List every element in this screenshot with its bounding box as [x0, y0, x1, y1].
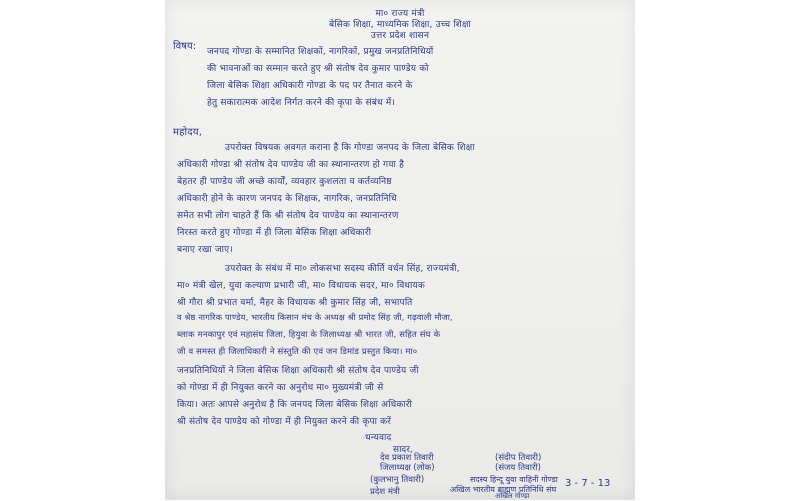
body-line: व श्रेष्ठ नागरिक पाण्डेय, भारतीय किसान मंच के अध्यक्ष श्री प्रमोद सिंह जी, गढ़वाली मौजा, — [177, 312, 453, 322]
body-line: बेहतर ही पाण्डेय जी अच्छे कार्यों, व्यवहार कुशलता व कर्तव्यनिष्ठ — [177, 177, 392, 187]
body-line: ब्लाक मनकापुर एवं महासंघ जिला, हियुवा के जिलाध्यक्ष श्री भारत जी, सहित संघ के — [177, 329, 441, 339]
subject-block — [207, 36, 617, 122]
body-line: जी व समस्त ही जिलाधिकारी ने संस्तुति की एवं जन डिमांड प्रस्तुत किया। मा० — [177, 346, 418, 356]
body-line: बनाए रखा जाए। — [177, 245, 233, 255]
body-line: धन्यवाद — [365, 433, 392, 443]
letter-photo — [165, 0, 635, 500]
body-line: अधिकारी गोण्डा श्री संतोष देव पाण्डेय जी का स्थानान्तरण हो गया है — [177, 160, 405, 170]
header-line: बेसिक शिक्षा, माध्यमिक शिक्षा, उच्च शिक्षा — [329, 20, 471, 30]
header-line: मा० राज्य मंत्री — [375, 9, 425, 19]
body-line: उपरोक्त विषयक अवगत कराना है कि गोण्डा जनपद के जिला बेसिक शिक्षा — [225, 143, 475, 153]
subject-line: हेतु सकारात्मक आदेश निर्गत करने की कृपा के संबंध में। — [207, 98, 396, 108]
signature: सदस्य हिन्दू युवा वाहिनी गोण्डा — [470, 475, 558, 484]
body-line: मा० मंत्री खेल, युवा कल्याण प्रभारी जी, मा० विधायक सदर, मा० विधायक — [177, 281, 426, 291]
header-line: उत्तर प्रदेश शासन — [370, 31, 430, 41]
body-line: निरस्त करते हुए गोण्डा में ही जिला बेसिक शिक्षा अधिकारी — [177, 228, 372, 238]
signature: जिलाध्यक्ष (लोक) — [380, 463, 435, 473]
body-line: समेत सभी लोग चाहते हैं कि श्री संतोष देव पाण्डेय का स्थानान्तरण — [177, 211, 399, 221]
body-line: को गोण्डा में ही नियुक्त करने का अनुरोध मा० मुख्यमंत्री जी से — [177, 383, 384, 393]
body-line: किया। अतः आपसे अनुरोध है कि जनपद जिला बेसिक शिक्षा अधिकारी — [177, 400, 412, 410]
signature: (संजय तिवारी) — [495, 463, 541, 473]
subject-line: की भावनाओं का सम्मान करते हुए श्री संतोष देव कुमार पाण्डेय को — [207, 64, 429, 74]
body-line: उपरोक्त के संबंध में मा० लोकसभा सदस्य कीर्ति वर्धन सिंह, राज्यमंत्री, — [225, 264, 460, 274]
body-line: अधिकारी होने के कारण जनपद के शिक्षक, नागरिक, जनप्रतिनिधि — [177, 194, 397, 204]
signature: अखिल गोण्डा — [495, 492, 530, 500]
body-line: श्री संतोष देव पाण्डेय को गोण्डा में ही नियुक्त करने की कृपा करें — [177, 417, 392, 427]
body-line: जनप्रतिनिधियों ने जिला बेसिक शिक्षा अधिकारी श्री संतोष देव पाण्डेय जी — [177, 366, 419, 376]
subject-label: विषय: — [173, 41, 197, 52]
date-value: 3 - 7 - 13 — [565, 478, 611, 489]
signature: अखिल भारतीय ब्राह्मण प्रतिनिधि संघ — [450, 485, 557, 494]
signature: प्रदेश मंत्री — [370, 487, 400, 497]
signature: (संदीप तिवारी) — [495, 453, 542, 463]
body-line: श्री गौरा श्री प्रभात वर्मा, मैहर के विधायक श्री कुमार सिंह जी, सभापति — [177, 298, 413, 308]
salutation: महोदय, — [173, 127, 203, 138]
subject-line: जनपद गोण्डा के सम्मानित शिक्षकों, नागरिकों, प्रमुख जनप्रतिनिधियों — [207, 47, 434, 57]
subject-line: जिला बेसिक शिक्षा अधिकारी गोण्डा के पद पर तैनात करने के — [207, 81, 413, 91]
signature: (कुलभानु तिवारी) — [370, 475, 425, 485]
closing: सादर, — [393, 445, 413, 455]
signature: देव प्रकाश तिवारी — [380, 453, 434, 463]
